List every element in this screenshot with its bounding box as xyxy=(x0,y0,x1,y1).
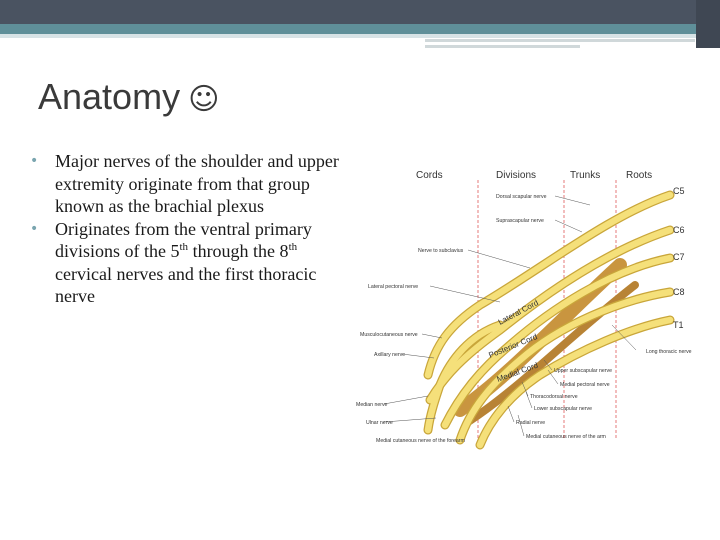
slide-corner-block xyxy=(696,0,720,48)
cord-label-lateral: Lateral Cord xyxy=(496,298,540,327)
nerve-labels xyxy=(356,194,692,444)
cord-label-posterior: Posterior Cord xyxy=(487,332,539,360)
label-lateral-pectoral: Lateral pectoral nerve xyxy=(368,284,419,290)
label-suprascapular: Suprascapular nerve xyxy=(496,218,544,224)
slide-decor-line xyxy=(425,39,695,42)
label-thoracodorsal: Thoracodorsal nerve xyxy=(530,394,578,400)
brachial-plexus-diagram xyxy=(350,160,710,455)
bullet-text: Major nerves of the shoulder and upper extremity originate from that group known as the brachial plexus xyxy=(55,151,339,216)
label-long-thoracic: Long thoracic nerve xyxy=(646,349,692,355)
label-lower-subscapular: Lower subscapular nerve xyxy=(534,406,592,412)
root-label-c6: C6 xyxy=(673,225,685,235)
label-dorsal-scapular: Dorsal scapular nerve xyxy=(496,194,547,200)
slide-accent-bar xyxy=(0,24,720,34)
bullet-text: Originates from the ventral primary divisions of the 5th through the 8th cervical nerves and the first thoracic nerve xyxy=(55,218,317,306)
bullet-dot-icon: • xyxy=(30,153,39,169)
label-upper-subscapular: Upper subscapular nerve xyxy=(554,368,612,374)
label-musculocutaneous: Musculocutaneous nerve xyxy=(360,332,418,338)
slide-title xyxy=(38,76,219,118)
label-medial-cutaneous-arm: Medial cutaneous nerve of the arm xyxy=(526,434,606,440)
label-axillary: Axillary nerve xyxy=(374,352,406,358)
root-label-c5: C5 xyxy=(673,186,685,196)
label-medial-cutaneous-forearm: Medial cutaneous nerve of the forearm xyxy=(376,438,465,444)
header-cords: Cords xyxy=(416,170,443,181)
bullet-item xyxy=(30,218,340,308)
header-divisions: Divisions xyxy=(496,170,537,181)
slide-top-bar xyxy=(0,0,720,24)
root-label-c7: C7 xyxy=(673,252,685,262)
slide-title-text: Anatomy xyxy=(38,76,181,117)
smiley-icon: ☺ xyxy=(188,82,220,117)
label-ulnar: Ulnar nerve xyxy=(366,420,393,426)
cord-label-medial: Medial Cord xyxy=(495,360,540,384)
root-label-t1: T1 xyxy=(673,320,684,330)
label-median: Median nerve xyxy=(356,402,388,408)
bullet-dot-icon: • xyxy=(30,220,39,237)
slide-decor-line xyxy=(425,45,580,48)
label-medial-pectoral: Medial pectoral nerve xyxy=(560,382,610,388)
ordinal-suffix: th xyxy=(179,241,189,253)
ordinal-suffix: th xyxy=(288,241,298,253)
header-roots: Roots xyxy=(626,170,653,181)
root-label-c8: C8 xyxy=(673,287,685,297)
bullet-item xyxy=(30,150,340,218)
header-trunks: Trunks xyxy=(570,170,601,181)
label-subclavius: Nerve to subclavius xyxy=(418,248,464,254)
slide-accent-stripe xyxy=(0,34,720,38)
label-radial: Radial nerve xyxy=(516,420,546,426)
bullet-list xyxy=(30,150,340,308)
